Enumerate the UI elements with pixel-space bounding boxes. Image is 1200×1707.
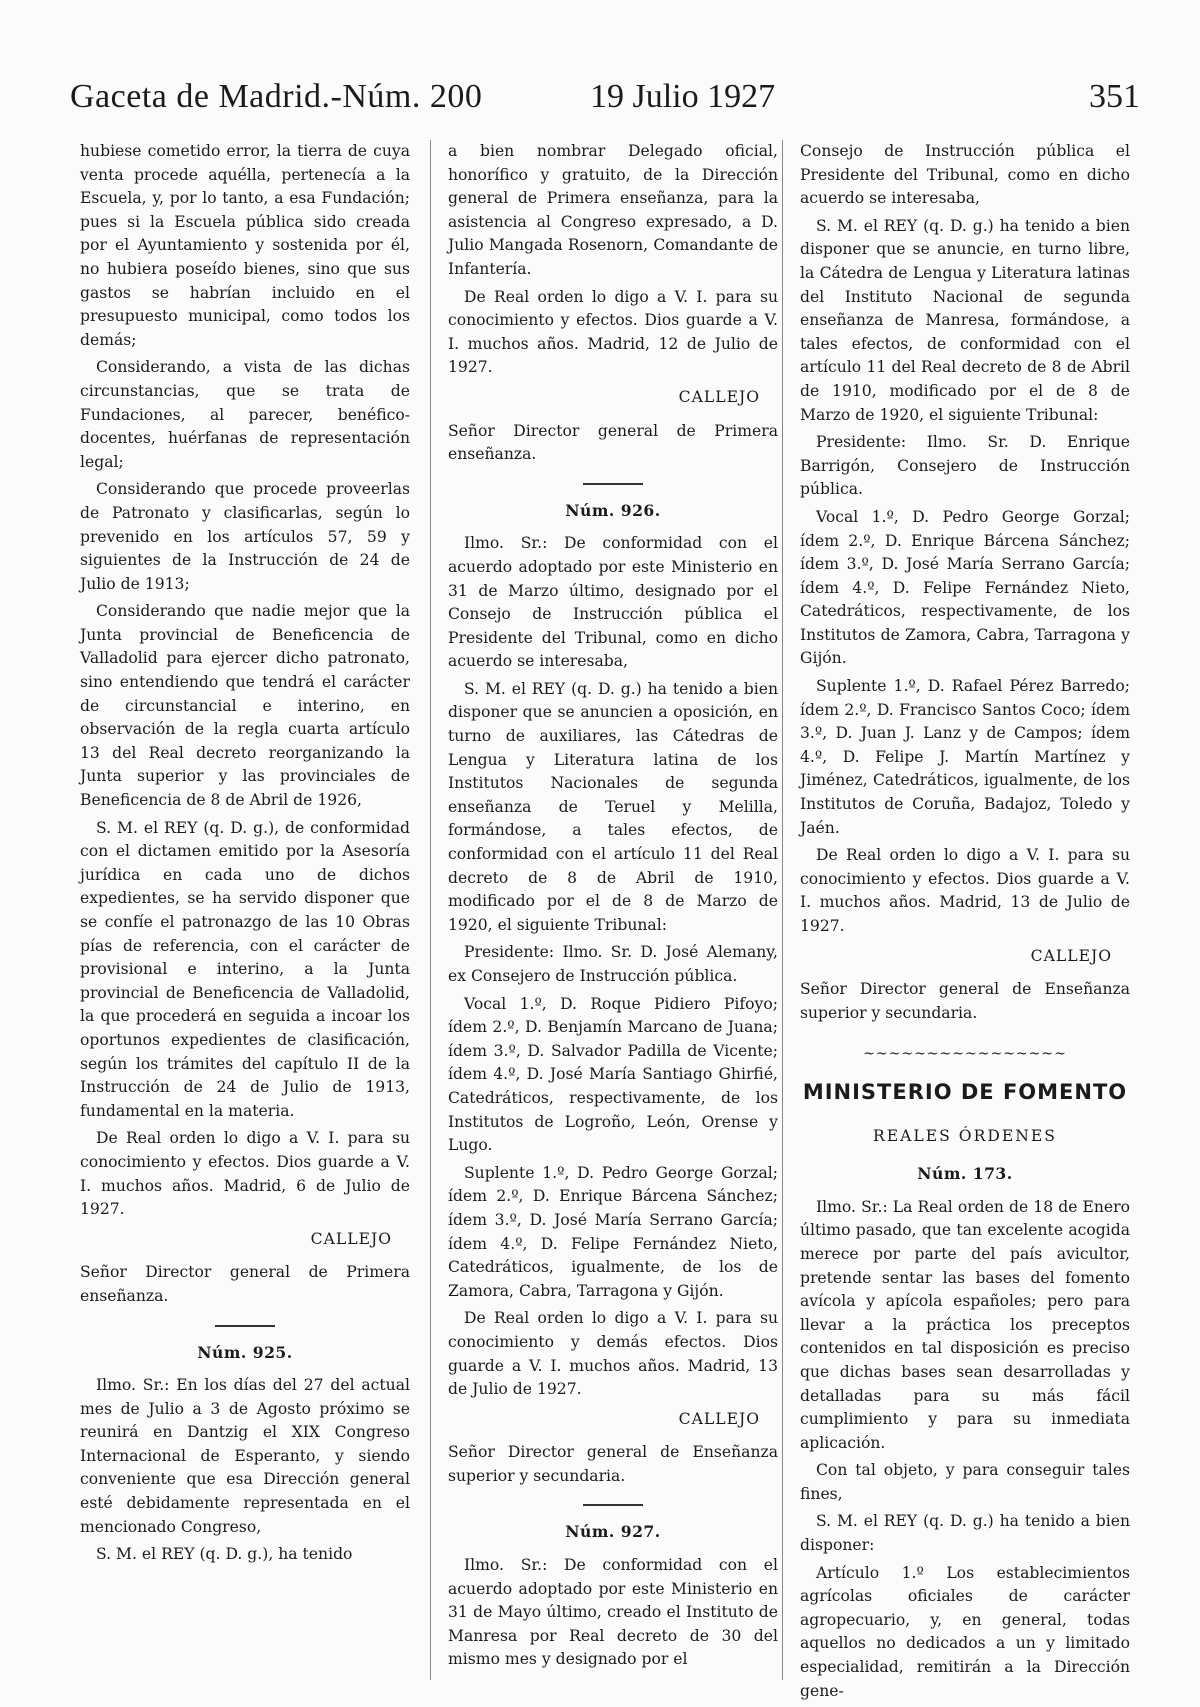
paragraph: Ilmo. Sr.: La Real orden de 18 de Enero último pasado, que tan excelente acogida merece por parte del país avicultor, pretende sentar las bases del fomento avícola y apícola españoles; pero para llevar a la práctica los preceptos contenidos en tal disposición es preciso que dichas bases sean desarrolladas y detalladas para su más fácil cumplimiento y para su inmediata aplicación.: [800, 1197, 1130, 1452]
section-separator: [215, 1325, 275, 1327]
newspaper-title: Gaceta de Madrid.-Núm. 200: [70, 78, 483, 115]
paragraph: Ilmo. Sr.: De conformidad con el acuerdo adoptado por este Ministerio en 31 de Marzo último, designado por el Consejo de Instrucción pública el Presidente del Tribunal, como en dicho acuerdo se interesaba,: [448, 534, 778, 671]
issue-date: 19 Julio 1927: [590, 78, 776, 115]
paragraph: a bien nombrar Delegado oficial, honorífico y gratuito, de la Dirección general de Primera enseñanza, para la asistencia al Congreso expresado, a D. Julio Mangada Rosenorn, Comandante de Infantería.: [448, 142, 778, 278]
section-separator: [583, 1504, 643, 1506]
ministry-heading: MINISTERIO DE FOMENTO: [802, 1079, 1128, 1104]
paragraph: De Real orden lo digo a V. I. para su conocimiento y demás efectos. Dios guarde a V. I. muchos años. Madrid, 13 de Julio de 1927.: [448, 1309, 778, 1399]
paragraph: Considerando que procede proveerlas de Patronato y clasificarlas, según lo prevenido en los artículos 57, 59 y siguientes de la Instrucción de 24 de Julio de 1913;: [80, 480, 410, 593]
paragraph: Suplente 1.º, D. Rafael Pérez Barredo; ídem 2.º, D. Francisco Santos Coco; ídem 3.º, D. Juan J. Lanz y de Campos; ídem 4.º, D. Felipe J. Martín Martínez y Jiménez, Catedráticos, igualmente, de los Institutos de Coruña, Badajoz, Toledo y Jaén.: [800, 677, 1130, 837]
addressee: Señor Director general de Enseñanza superior y secundaria.: [448, 1443, 778, 1485]
addressee: Señor Director general de Primera enseñanza.: [80, 1263, 410, 1305]
column-divider: [782, 140, 783, 1680]
page-header: [70, 78, 1140, 124]
order-number: Núm. 927.: [565, 1522, 661, 1542]
order-number: Núm. 925.: [197, 1342, 293, 1362]
page-number: 351: [1089, 78, 1140, 115]
signature: CALLEJO: [1030, 946, 1112, 965]
column-3: [800, 140, 1130, 1707]
column-divider: [430, 140, 431, 1680]
paragraph: S. M. el REY (q. D. g.) ha tenido a bien disponer que se anuncie, en turno libre, la Cátedra de Lengua y Literatura latinas del Instituto Nacional de segunda enseñanza de Manresa, formándose, a tales efectos, de conformidad con el artículo 11 del Real decreto de 8 de Abril de 1910, modificado por el de 8 de Marzo de 1920, el siguiente Tribunal:: [800, 216, 1130, 424]
paragraph: Con tal objeto, y para conseguir tales fines,: [800, 1461, 1130, 1503]
paragraph: S. M. el REY (q. D. g.), de conformidad con el dictamen emitido por la Asesoría jurídica en cada uno de dichos expedientes, se ha servido disponer que se confíe el patronazgo de las 10 Obras pías de referencia, con el carácter de provisional e interino, a la Junta provincial de Beneficencia de Valladolid, la que procederá en seguida a incoar los oportunos expedientes de clasificación, según los trámites del capítulo II de la Instrucción de 24 de Julio de 1913, fundamental en la materia.: [80, 818, 410, 1120]
order-number: Núm. 926.: [565, 500, 661, 520]
addressee: Señor Director general de Primera enseñanza.: [448, 421, 778, 464]
order-number: Núm. 173.: [917, 1164, 1013, 1184]
paragraph: De Real orden lo digo a V. I. para su conocimiento y efectos. Dios guarde a V. I. muchos años. Madrid, 12 de Julio de 1927.: [448, 287, 778, 377]
signature: CALLEJO: [310, 1229, 392, 1248]
column-1: [80, 140, 410, 1571]
paragraph: Suplente 1.º, D. Pedro George Gorzal; ídem 2.º, D. Enrique Bárcena Sánchez; ídem 3.º, D. José María Serrano García; ídem 4.º, D. Felipe Fernández Nieto, Catedráticos, igualmente, de los de Zamora, Cabra, Tarragona y Gijón.: [448, 1163, 778, 1300]
signature: CALLEJO: [678, 1409, 760, 1428]
paragraph: S. M. el REY (q. D. g.) ha tenido a bien disponer:: [800, 1512, 1130, 1555]
addressee: Señor Director general de Enseñanza superior y secundaria.: [800, 980, 1130, 1022]
ornamental-separator: ~~~~~~~~~~~~~~~~: [863, 1046, 1067, 1063]
paragraph: S. M. el REY (q. D. g.), ha tenido: [96, 1545, 353, 1564]
signature: CALLEJO: [678, 387, 760, 406]
column-2: [448, 140, 778, 1676]
paragraph: De Real orden lo digo a V. I. para su conocimiento y efectos. Dios guarde a V. I. muchos años. Madrid, 13 de Julio de 1927.: [800, 846, 1130, 935]
paragraph: Ilmo. Sr.: En los días del 27 del actual mes de Julio a 3 de Agosto próximo se reunirá en Dantzig el XIX Congreso Internacional de Esperanto, y siendo conveniente que esa Dirección general esté debidamente representada en el mencionado Congreso,: [80, 1376, 410, 1536]
paragraph: S. M. el REY (q. D. g.) ha tenido a bien disponer que se anuncien a oposición, en turno de auxiliares, las Cátedras de Lengua y Literatura latina de los Institutos Nacionales de segunda enseñanza de Teruel y Melilla, formándose, a tales efectos, de conformidad con el artículo 11 del Real decreto de 8 de Abril de 1910, modificado por el de 8 de Marzo de 1920, el siguiente Tribunal:: [448, 679, 778, 934]
paragraph: Artículo 1.º Los establecimientos agrícolas oficiales de carácter agropecuario, y, en general, todas aquellos no dedicados a un y limitado especialidad, remitirán a la Dirección gene-: [800, 1563, 1130, 1700]
paragraph: Ilmo. Sr.: De conformidad con el acuerdo adoptado por este Ministerio en 31 de Mayo último, creado el Instituto de Manresa por Real decreto de 30 del mismo mes y designado por el: [448, 1556, 778, 1669]
paragraph: Presidente: Ilmo. Sr. D. José Alemany, ex Consejero de Instrucción pública.: [448, 943, 778, 985]
paragraph: Presidente: Ilmo. Sr. D. Enrique Barrigón, Consejero de Instrucción pública.: [800, 433, 1130, 499]
paragraph: Consejo de Instrucción pública el Presidente del Tribunal, como en dicho acuerdo se interesaba,: [800, 142, 1130, 208]
paragraph: hubiese cometido error, la tierra de cuya venta procede aquélla, pertenecía a la Escuela, y, por lo tanto, a esa Fundación; pues si la Escuela pública sido creada por el Ayuntamiento y sostenida por él, no hubiera poseído bienes, sino que sus gastos se habrían incluido en el presupuesto municipal, como todos los demás;: [80, 142, 410, 349]
paragraph: Considerando que nadie mejor que la Junta provincial de Beneficencia de Valladolid para ejercer dicho patronato, sino entendiendo que tendrá el carácter de circunstancial e interino, en observación de la regla cuarta artículo 13 del Real decreto reorganizando la Junta superior y las provinciales de Beneficencia de 8 de Abril de 1926,: [80, 602, 410, 810]
paragraph: Considerando, a vista de las dichas circunstancias, que se trata de Fundaciones, al parecer, benéfico-docentes, huérfanas de representación legal;: [80, 358, 410, 471]
paragraph: De Real orden lo digo a V. I. para su conocimiento y efectos. Dios guarde a V. I. muchos años. Madrid, 6 de Julio de 1927.: [80, 1129, 410, 1219]
paragraph: Vocal 1.º, D. Pedro George Gorzal; ídem 2.º, D. Enrique Bárcena Sánchez; ídem 3.º, D. José María Serrano García; ídem 4.º, D. Felipe Fernández Nieto, Catedráticos, respectivamente, de los Institutos de Zamora, Cabra, Tarragona y Gijón.: [800, 507, 1130, 668]
section-subheading: REALES ÓRDENES: [873, 1126, 1057, 1145]
section-separator: [583, 483, 643, 485]
paragraph: Vocal 1.º, D. Roque Pidiero Pifoyo; ídem 2.º, D. Benjamín Marcano de Juana; ídem 3.º, D. Salvador Padilla de Vicente; ídem 4.º, D. José María Santiago Ghirfié, Catedráticos, respectivamente, de los Institutos de Logroño, León, Orense y Lugo.: [448, 994, 778, 1155]
